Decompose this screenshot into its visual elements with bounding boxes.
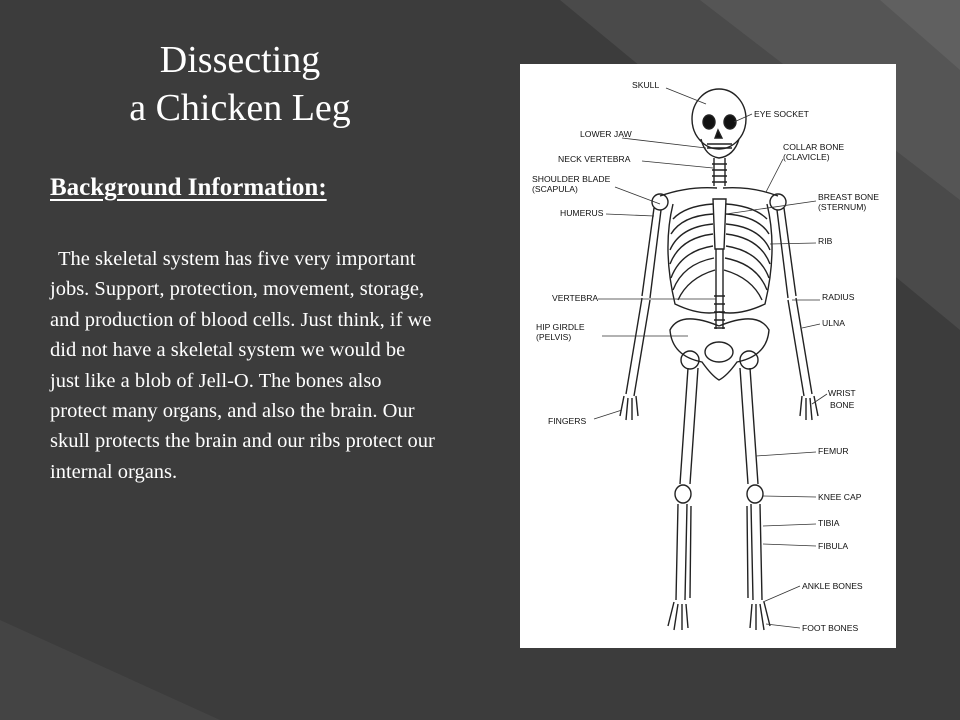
label-humerus: HUMERUS bbox=[560, 208, 604, 218]
section-heading: Background Information: bbox=[50, 174, 327, 201]
eye-socket-left bbox=[703, 115, 715, 129]
label-eye-socket: EYE SOCKET bbox=[754, 109, 809, 119]
label-femur: FEMUR bbox=[818, 446, 849, 456]
title-line-1: Dissecting bbox=[159, 39, 321, 81]
label-radius: RADIUS bbox=[822, 292, 855, 302]
body-paragraph: The skeletal system has five very important jobs. Support, protection, movement, storage, and production of blood cells. Just think, if we did not have a skeletal system we would be just like a blob of Jell-O. The bones also protect many organs, and also the brain. Our skull protects the brain and our ribs protect our internal organs. bbox=[50, 248, 435, 483]
label-collar-bone-line1: COLLAR BONE bbox=[783, 142, 845, 152]
label-collar-bone-line2: (CLAVICLE) bbox=[783, 152, 830, 162]
label-neck-vertebra: NECK VERTEBRA bbox=[558, 154, 631, 164]
label-ulna: ULNA bbox=[822, 318, 845, 328]
nose bbox=[715, 130, 722, 138]
label-tibia: TIBIA bbox=[818, 518, 840, 528]
label-lower-jaw: LOWER JAW bbox=[580, 129, 632, 139]
label-wrist-bone-line2: BONE bbox=[830, 400, 855, 410]
label-breast-bone-line1: BREAST BONE bbox=[818, 192, 879, 202]
label-shoulder-blade bbox=[532, 174, 613, 194]
label-foot-bones: FOOT BONES bbox=[802, 623, 859, 633]
label-ankle-bones: ANKLE BONES bbox=[802, 581, 863, 591]
label-fingers: FINGERS bbox=[548, 416, 587, 426]
label-collar-bone bbox=[783, 142, 847, 162]
label-vertebra: VERTEBRA bbox=[552, 293, 599, 303]
skeleton-diagram bbox=[520, 64, 896, 648]
label-breast-bone bbox=[818, 192, 881, 212]
label-shoulder-blade-line2: (SCAPULA) bbox=[532, 184, 578, 194]
label-rib: RIB bbox=[818, 236, 833, 246]
label-skull: SKULL bbox=[632, 80, 660, 90]
skull-shape bbox=[692, 89, 746, 149]
label-hip-girdle-line1: HIP GIRDLE bbox=[536, 322, 585, 332]
label-wrist-bone-line1: WRIST bbox=[828, 388, 856, 398]
label-wrist-bone bbox=[828, 388, 858, 410]
label-knee-cap: KNEE CAP bbox=[818, 492, 862, 502]
label-breast-bone-line2: (STERNUM) bbox=[818, 202, 867, 212]
label-hip-girdle-line2: (PELVIS) bbox=[536, 332, 572, 342]
label-hip-girdle bbox=[536, 322, 587, 342]
label-fibula: FIBULA bbox=[818, 541, 849, 551]
slide-title bbox=[60, 36, 420, 132]
label-shoulder-blade-line1: SHOULDER BLADE bbox=[532, 174, 611, 184]
skeleton-drawing bbox=[520, 64, 896, 648]
title-line-2: a Chicken Leg bbox=[129, 87, 351, 129]
